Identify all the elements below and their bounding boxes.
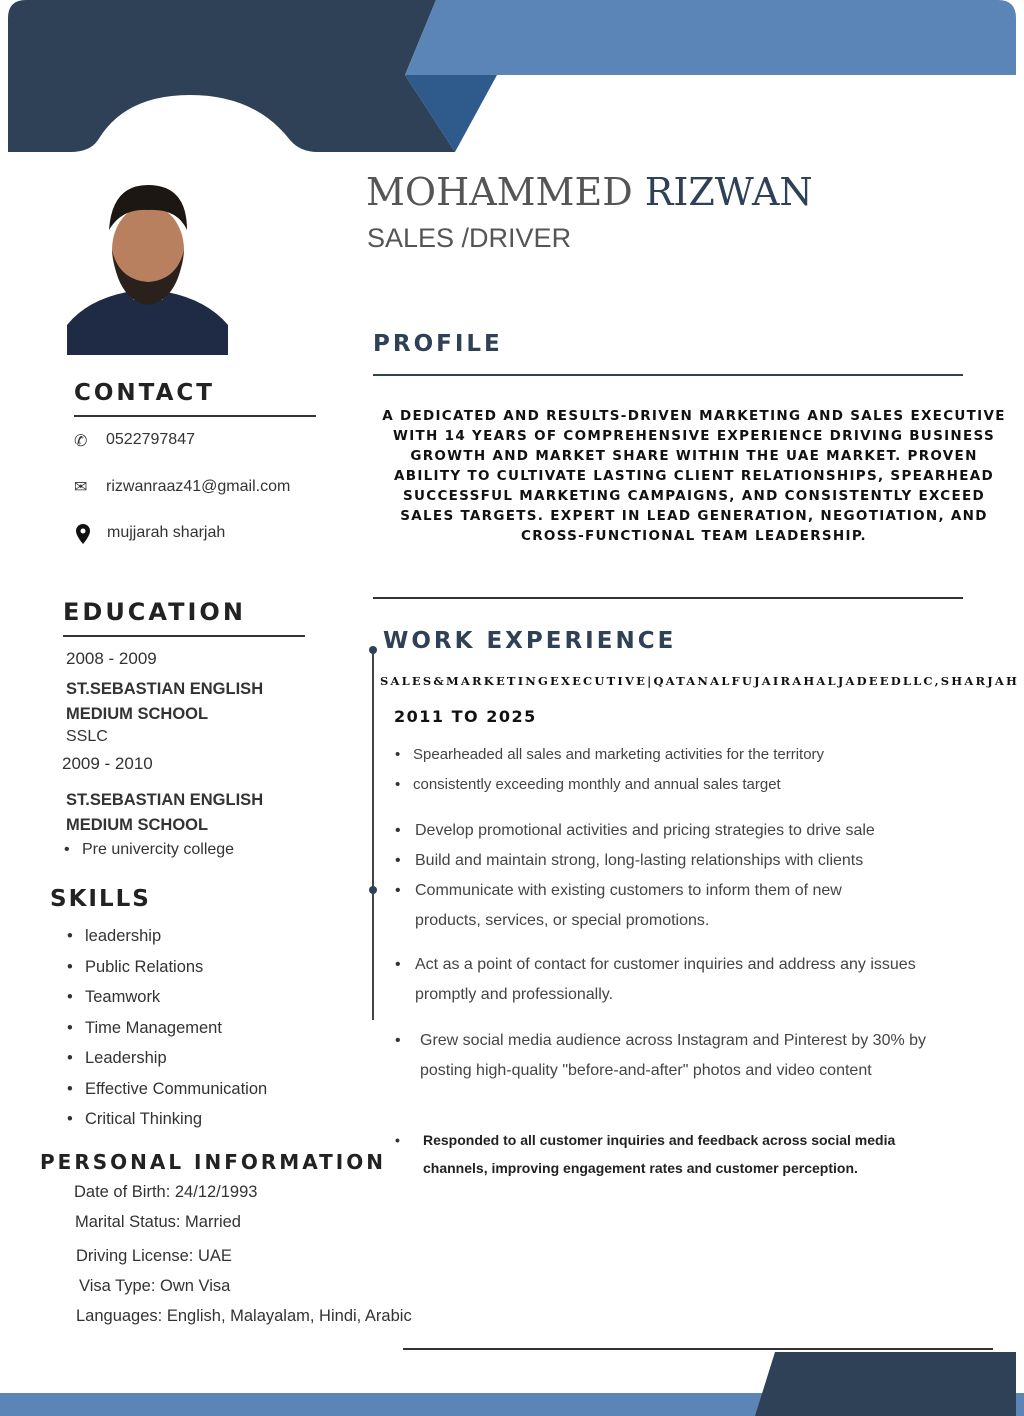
work-bullet: • Spearheaded all sales and marketing activities for the territory (393, 740, 953, 770)
education-heading: EDUCATION (63, 598, 246, 626)
skill-item: • Critical Thinking (65, 1104, 267, 1135)
languages: Languages: English, Malayalam, Hindi, Arabic (76, 1307, 412, 1325)
education-qualification: • Pre univercity college (62, 841, 234, 859)
skill-item: • Teamwork (65, 982, 267, 1013)
personal-info-heading: PERSONAL INFORMATION (40, 1150, 386, 1174)
job-role: SALES /DRIVER (367, 223, 572, 253)
contact-heading: CONTACT (74, 380, 215, 406)
location-text: mujjarah sharjah (107, 524, 226, 541)
phone-text: 0522797847 (106, 431, 195, 448)
work-bullet: • Grew social media audience across Instagram and Pinterest by 30% by posting high-quality "before-and-after" photos and video content (393, 1026, 953, 1086)
skill-item: • Time Management (65, 1013, 267, 1044)
education-school: ST.SEBASTIAN ENGLISH MEDIUM SCHOOL (66, 791, 264, 834)
education-qualification: SSLC (66, 728, 108, 745)
work-bullet: • Develop promotional activities and pricing strategies to drive sale (393, 816, 953, 846)
full-name (366, 170, 813, 214)
skill-item: • Public Relations (65, 952, 267, 983)
phone-icon: ✆ (74, 433, 88, 450)
visa-type: Visa Type: Own Visa (79, 1277, 231, 1295)
work-bullet: • Act as a point of contact for customer inquiries and address any issues promptly and professionally. (393, 950, 953, 1010)
work-bullets (393, 740, 953, 1182)
education-years: 2009 - 2010 (62, 754, 153, 773)
divider (74, 415, 316, 417)
divider (373, 374, 963, 376)
last-name: RIZWAN (644, 170, 813, 214)
skill-item: • Leadership (65, 1043, 267, 1074)
divider (63, 635, 305, 637)
personal-info-list (74, 1177, 412, 1331)
profile-summary: A DEDICATED AND RESULTS-DRIVEN MARKETING AND SALES EXECUTIVE WITH 14 YEARS OF COMPREHENSIVE EXPERIENCE DRIVING BUSINESS GROWTH AND MARKET SHARE WITHIN THE UAE MARKET. PROVEN ABILITY TO CULTIVATE LASTING CLIENT RELATIONSHIPS, SPEARHEAD SUCCESSFUL MARKETING CAMPAIGNS, AND CONSISTENTLY EXCEED SALES TARGETS. EXPERT IN LEAD GENERATION, NEGOTIATION, AND CROSS-FUNCTIONAL TEAM LEADERSHIP. (382, 408, 1006, 544)
profile-heading: PROFILE (373, 331, 503, 357)
skills-list (65, 921, 267, 1135)
work-bullet: • Build and maintain strong, long-lasting relationships with clients (393, 846, 953, 876)
work-heading: WORK EXPERIENCE (383, 628, 677, 654)
skill-item: • Effective Communication (65, 1074, 267, 1105)
skill-item: • leadership (65, 921, 267, 952)
driving-license: Driving License: UAE (76, 1247, 232, 1265)
email-link[interactable]: rizwanraaz41@gmail.com (106, 478, 291, 495)
profile-photo (67, 180, 228, 355)
dob: Date of Birth: 24/12/1993 (74, 1183, 258, 1201)
education-school: ST.SEBASTIAN ENGLISH MEDIUM SCHOOL (66, 680, 264, 723)
education-years: 2008 - 2009 (66, 649, 157, 668)
work-bullet: • consistently exceeding monthly and annual sales target (393, 770, 953, 800)
skills-heading: SKILLS (50, 886, 151, 912)
divider (373, 597, 963, 599)
envelope-icon: ✉ (74, 479, 88, 496)
first-name: MOHAMMED (366, 170, 633, 214)
marital-status: Marital Status: Married (75, 1213, 241, 1231)
work-bullet: • Responded to all customer inquiries and feedback across social media channels, improving engagement rates and customer perception. (393, 1126, 923, 1182)
work-bullet: • Communicate with existing customers to inform them of new products, services, or special promotions. (393, 876, 893, 936)
job-period: 2011 TO 2025 (394, 707, 537, 726)
job-position: SALES&MARKETINGEXECUTIVE|QATANALFUJAIRAHALJADEEDLLC,SHARJAH (380, 674, 1020, 688)
location-pin-icon (76, 524, 90, 549)
